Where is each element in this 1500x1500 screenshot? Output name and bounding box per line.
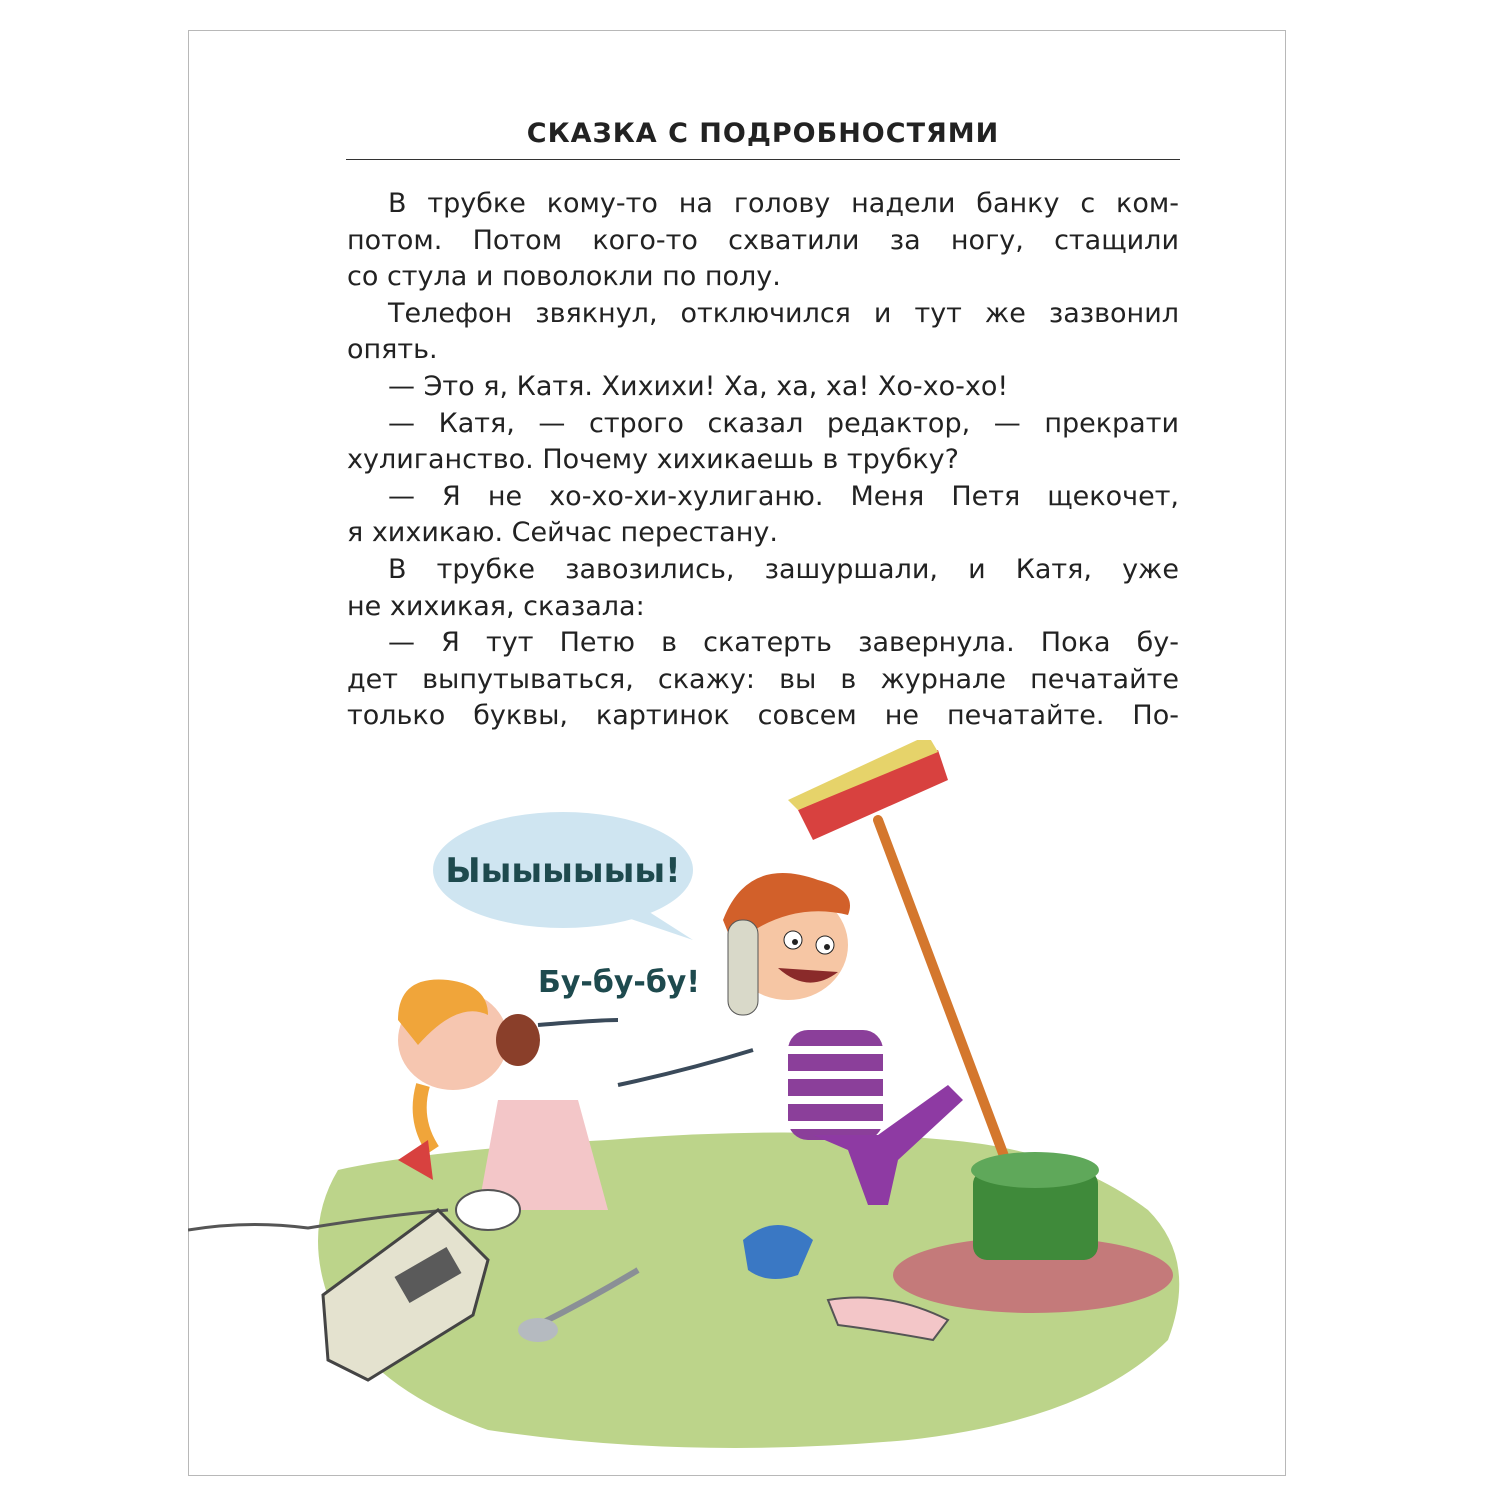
teacup [456, 1190, 520, 1230]
body-text [347, 186, 1179, 735]
text-line: — Катя, — строго сказал редактор, — прекрати [388, 407, 1179, 439]
speech-bubble [433, 812, 693, 940]
text-line: со стула и поволокли по полу. [347, 261, 781, 293]
bubble-text: Ыыыыыыы! [445, 851, 681, 891]
text-line: потом. Потом кого-то схватили за ногу, стащили [347, 224, 1179, 256]
text-line: я хихикаю. Сейчас перестану. [347, 517, 778, 549]
text-line: В трубке кому-то на голову надели банку с ком- [388, 188, 1179, 219]
text-line: В трубке завозились, зашуршали, и Катя, уже [388, 553, 1179, 585]
text-line: хулиганство. Почему хихикаешь в трубку? [347, 444, 959, 476]
green-pot [971, 1152, 1099, 1260]
phone-sound-text: Бу-бу-бу! [538, 965, 701, 1000]
text-line: — Я тут Петю в скатерть завернула. Пока бу- [388, 627, 1179, 659]
text-line: — Это я, Катя. Хихихи! Ха, ха, ха! Хо-хо-хо! [388, 370, 1009, 402]
illustration-kids-phone [188, 740, 1286, 1460]
title-underline [346, 159, 1180, 160]
girl-katya [398, 980, 608, 1211]
text-line: не хихикая, сказала: [347, 590, 645, 622]
text-line: только буквы, картинок совсем не печатайте. По- [347, 700, 1179, 732]
text-line: — Я не хо-хо-хи-хулиганю. Меня Петя щекочет, [388, 480, 1179, 512]
handset-cord [538, 1020, 753, 1085]
text-line: дет выпутываться, скажу: вы в журнале печатайте [347, 663, 1179, 695]
text-line: Телефон звякнул, отключился и тут же зазвонил [388, 297, 1179, 329]
text-line: опять. [347, 334, 438, 366]
chapter-title: СКАЗКА С ПОДРОБНОСТЯМИ [526, 118, 1000, 149]
